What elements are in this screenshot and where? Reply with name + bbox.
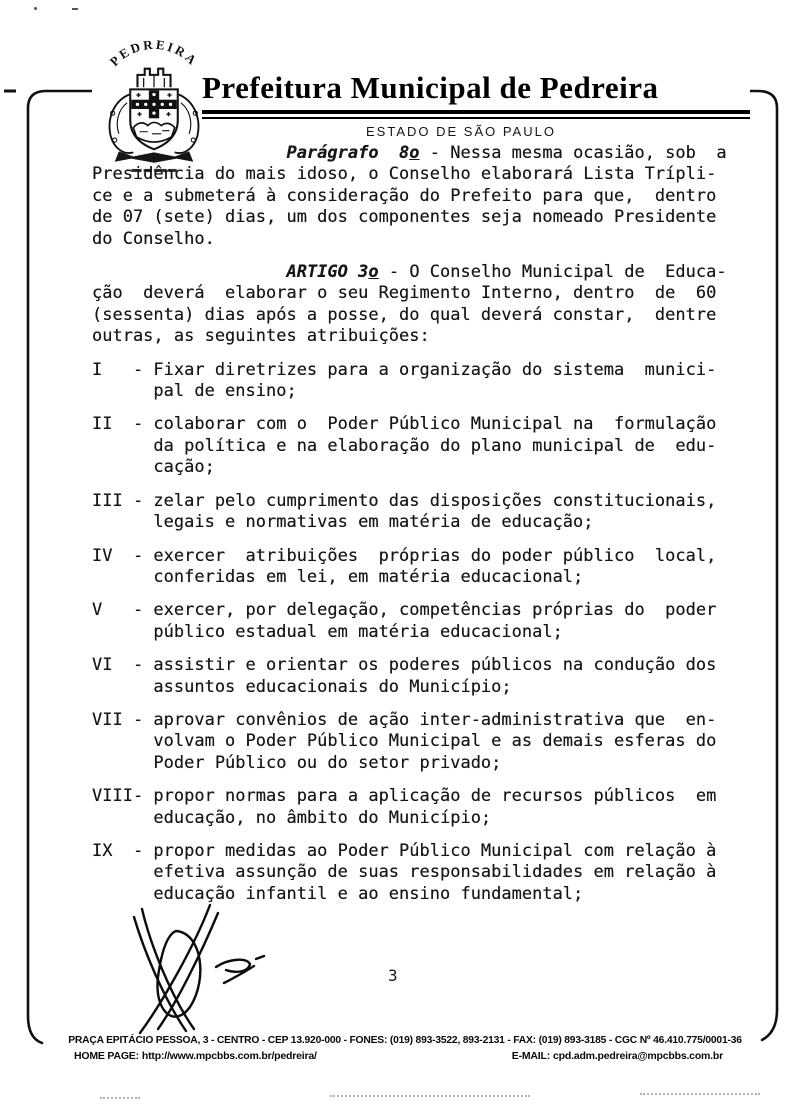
scan-artifact-line [640,1093,760,1095]
title-divider [202,110,750,114]
body-line: efetiva assunção de suas responsabilidades em relação à [92,862,717,883]
text-block [92,600,727,643]
shield-icon [130,89,178,149]
footer-email [512,1050,726,1062]
scan-artifact-line [330,1095,530,1097]
signature-scrawl [98,903,268,1038]
logo-arc-text: PEDREIRA [106,40,202,69]
text-block [92,360,727,403]
svg-text:PEDREIRA [107,40,202,69]
body-line: volvam o Poder Público Municipal e as demais esferas do [92,731,717,752]
text-block [92,414,727,478]
footer-homepage [74,1050,320,1062]
body-line: Poder Público ou do setor privado; [92,752,502,773]
page-number: 3 [388,966,398,985]
body-line: ce e a submeterá à consideração do Prefeito para que, dentro [92,185,717,206]
body-line: III - zelar pelo cumprimento das disposições constitucionais, [92,490,717,511]
body-line: outras, as seguintes atribuições: [92,326,430,347]
letterhead [202,70,750,141]
body-line: do Conselho. [92,228,215,249]
body-line: assuntos educacionais do Município; [92,676,512,697]
scan-speck [72,8,78,10]
body-line: I - Fixar diretrizes para a organização do sistema munici- [92,359,717,380]
body-line: legais e normativas em matéria de educação; [92,512,594,533]
footer-email-label: E-MAIL: [511,1050,551,1062]
footer-homepage-label: HOME PAGE: [74,1050,139,1062]
body-line: público estadual em matéria educacional; [92,621,563,642]
scan-artifact-line [100,1097,140,1099]
body-line: ção deverá elaborar o seu Regimento Interno, dentro de 60 [92,283,717,304]
letterhead-subtitle: ESTADO DE SÃO PAULO [366,124,556,139]
body-line: pal de ensino; [92,381,297,402]
body-line: educação, no âmbito do Município; [92,807,492,828]
body-line: Presidência do mais idoso, o Conselho elaborará Lista Trípli- [92,164,717,185]
text-block [92,143,727,250]
document-body [92,143,727,905]
text-block [92,655,727,698]
footer-homepage-url: http://www.mpcbbs.com.br/pedreira/ [141,1050,317,1062]
body-line: educação infantil e ao ensino fundamental; [92,883,584,904]
body-line: VIII- propor normas para a aplicação de recursos públicos em [92,786,717,807]
body-line: IV - exercer atribuições próprias do poder público local, [92,545,717,566]
body-line: II - colaborar com o Poder Público Municipal na formulação [92,414,717,435]
title-divider-2 [202,117,750,119]
footer-address: PRAÇA EPITÁCIO PESSOA, 3 - CENTRO - CEP 13.920-000 - FONES: (019) 893-3522, 893-2131 - FAX: (019) 893-3185 - CGC Nº 46.410.775/0001-36 [68,1034,742,1046]
body-line: conferidas em lei, em matéria educacional; [92,566,584,587]
scan-speck [34,7,37,10]
text-block [92,262,727,348]
body-line: VI - assistir e orientar os poderes públicos na condução dos [92,655,717,676]
body-line: IX - propor medidas ao Poder Público Municipal com relação à [92,840,717,861]
mural-crown-icon [137,69,170,88]
body-line: da política e na elaboração do plano municipal de edu- [92,435,717,456]
body-line: Parágrafo 8o - Nessa mesma ocasião, sob a [286,143,727,163]
footer [52,1034,758,1062]
text-block [92,786,727,829]
letterhead-title: Prefeitura Municipal de Pedreira [202,70,659,105]
body-line: cação; [92,457,215,478]
text-block [92,710,727,774]
text-block [92,491,727,534]
body-line: de 07 (sete) dias, um dos componentes seja nomeado Presidente [92,207,717,228]
body-line: (sessenta) dias após a posse, do qual deverá constar, dentre [92,304,717,325]
body-line: VII - aprovar convênios de ação inter-administrativa que en- [92,709,717,730]
body-line: V - exercer, por delegação, competências próprias do poder [92,600,717,621]
text-block [92,546,727,589]
body-line: ARTIGO 3o - O Conselho Municipal de Educa- [286,262,727,283]
footer-email-address: cpd.adm.pedreira@mpcbbs.com.br [553,1050,723,1062]
text-block [92,841,727,905]
